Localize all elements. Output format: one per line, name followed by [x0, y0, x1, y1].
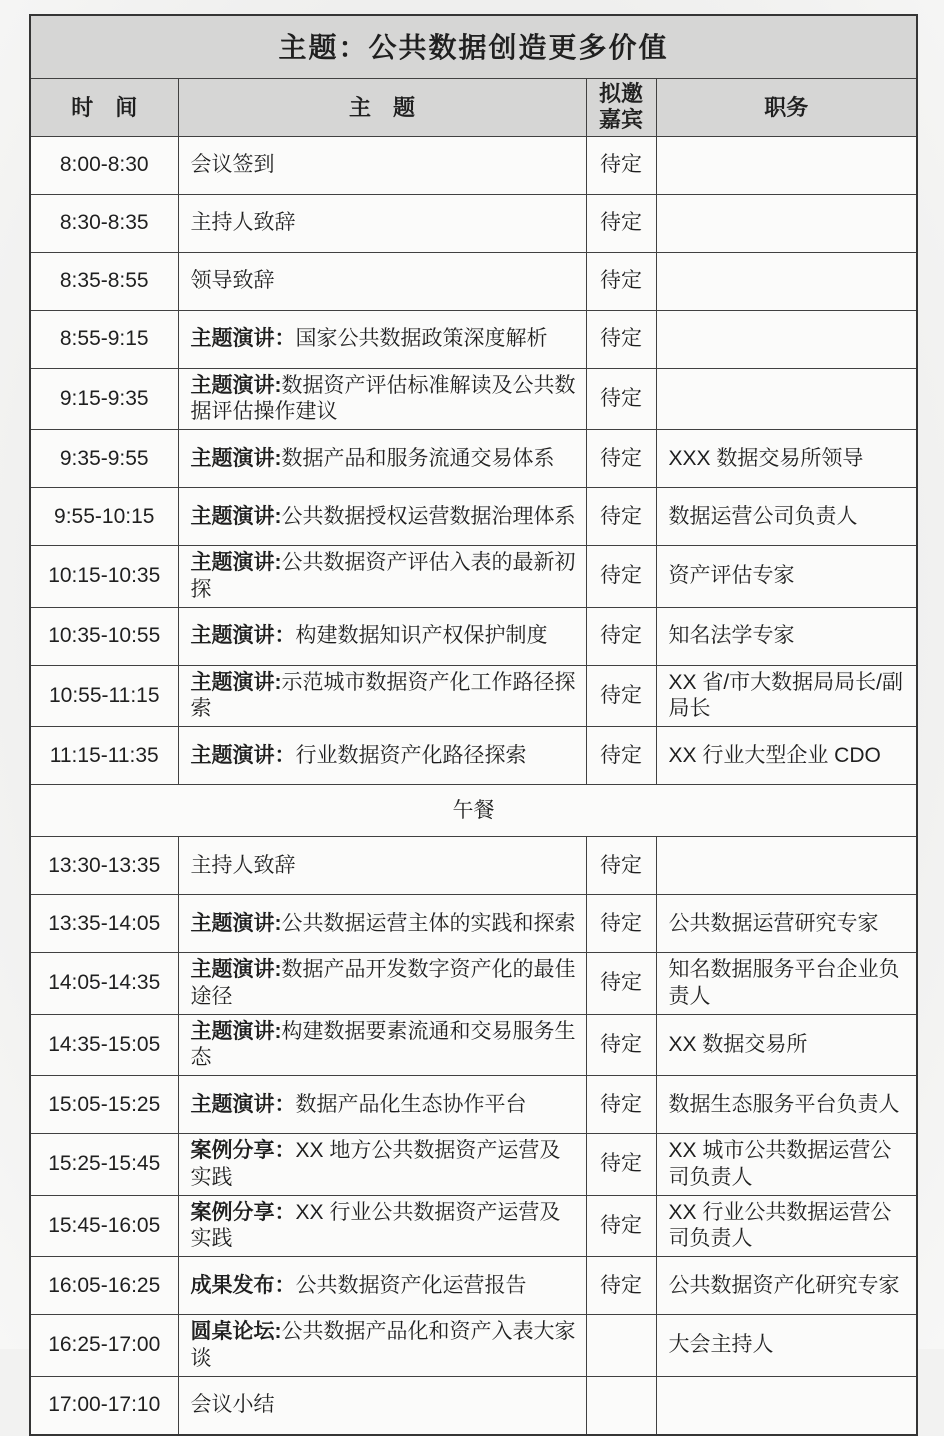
topic-category-label: 主题演讲:: [190, 551, 282, 575]
guest-cell: 待定: [586, 1076, 656, 1134]
topic-cell: [178, 727, 586, 785]
topic-title: 公共数据产品化和资产入表大家谈: [190, 1320, 576, 1370]
position-cell: 公共数据资产化研究专家: [656, 1257, 917, 1315]
position-cell: [656, 252, 917, 310]
agenda-row: [30, 1257, 917, 1315]
agenda-row: [30, 1076, 917, 1134]
topic-cell: [178, 895, 586, 953]
time-cell: 15:05-15:25: [30, 1076, 178, 1134]
topic-cell: [178, 1195, 586, 1257]
agenda-row: [30, 1376, 917, 1435]
lunch-row: [30, 785, 917, 837]
time-cell: 15:45-16:05: [30, 1195, 178, 1257]
time-cell: 8:55-9:15: [30, 310, 178, 368]
position-cell: [656, 194, 917, 252]
guest-cell: 待定: [586, 430, 656, 488]
time-cell: 8:30-8:35: [30, 194, 178, 252]
guest-cell: 待定: [586, 1195, 656, 1257]
col-header-guest-line1: 拟邀: [598, 81, 643, 106]
topic-category-label: 主题演讲：: [190, 327, 296, 351]
time-cell: 14:05-14:35: [30, 953, 178, 1015]
topic-cell: [178, 1257, 586, 1315]
topic-category-label: 主题演讲:: [190, 373, 282, 397]
topic-cell: [178, 310, 586, 368]
topic-title: 领导致辞: [190, 269, 275, 293]
time-cell: 8:35-8:55: [30, 252, 178, 310]
topic-cell: [178, 1014, 586, 1076]
guest-cell: 待定: [586, 488, 656, 546]
time-cell: 14:35-15:05: [30, 1014, 178, 1076]
agenda-row: [30, 837, 917, 895]
position-cell: 数据运营公司负责人: [656, 488, 917, 546]
topic-cell: [178, 546, 586, 608]
agenda-row: [30, 488, 917, 546]
topic-title: 构建数据要素流通和交易服务生态: [190, 1019, 576, 1070]
position-cell: [656, 837, 917, 895]
guest-cell: [586, 1376, 656, 1435]
agenda-row: [30, 1195, 917, 1257]
topic-cell: [178, 136, 586, 194]
agenda-row: [30, 136, 917, 194]
position-cell: 知名法学专家: [656, 607, 917, 665]
topic-cell: [178, 488, 586, 546]
header-row: [30, 79, 917, 137]
agenda-row: [30, 1014, 917, 1076]
topic-category-label: 案例分享：: [190, 1200, 296, 1224]
col-header-guest: [586, 79, 656, 137]
guest-cell: 待定: [586, 1257, 656, 1315]
topic-category-label: 主题演讲:: [190, 446, 282, 470]
topic-category-label: 主题演讲:: [190, 911, 282, 935]
time-cell: 13:35-14:05: [30, 895, 178, 953]
agenda-row: [30, 194, 917, 252]
topic-cell: [178, 1376, 586, 1435]
agenda-row: [30, 310, 917, 368]
guest-cell: 待定: [586, 194, 656, 252]
topic-title: 会议签到: [190, 153, 275, 177]
time-cell: 9:15-9:35: [30, 368, 178, 430]
position-cell: [656, 310, 917, 368]
time-cell: 10:15-10:35: [30, 546, 178, 608]
agenda-row: [30, 607, 917, 665]
position-cell: XXX 数据交易所领导: [656, 430, 917, 488]
guest-cell: 待定: [586, 837, 656, 895]
guest-cell: 待定: [586, 136, 656, 194]
topic-cell: [178, 430, 586, 488]
agenda-row: [30, 1315, 917, 1377]
topic-cell: [178, 252, 586, 310]
topic-cell: [178, 837, 586, 895]
agenda-row: [30, 895, 917, 953]
position-cell: XX 省/市大数据局局长/副局长: [656, 665, 917, 727]
topic-cell: [178, 1134, 586, 1196]
agenda-row: [30, 430, 917, 488]
guest-cell: 待定: [586, 368, 656, 430]
time-cell: 10:35-10:55: [30, 607, 178, 665]
topic-cell: [178, 194, 586, 252]
time-cell: 17:00-17:10: [30, 1376, 178, 1435]
topic-title: 构建数据知识产权保护制度: [295, 624, 548, 648]
topic-title: 公共数据授权运营数据治理体系: [281, 504, 576, 528]
position-cell: 大会主持人: [656, 1315, 917, 1377]
position-cell: 数据生态服务平台负责人: [656, 1076, 917, 1134]
topic-cell: [178, 1315, 586, 1377]
title-row: [30, 15, 917, 79]
time-cell: 13:30-13:35: [30, 837, 178, 895]
topic-cell: [178, 665, 586, 727]
agenda-row: [30, 368, 917, 430]
position-cell: [656, 1376, 917, 1435]
guest-cell: 待定: [586, 665, 656, 727]
topic-title: 公共数据运营主体的实践和探索: [281, 911, 576, 935]
position-cell: XX 行业公共数据运营公司负责人: [656, 1195, 917, 1257]
guest-cell: 待定: [586, 546, 656, 608]
agenda-row: [30, 727, 917, 785]
position-cell: 知名数据服务平台企业负责人: [656, 953, 917, 1015]
topic-title: 数据产品开发数字资产化的最佳途径: [190, 958, 576, 1008]
col-header-position: 职务: [656, 79, 917, 137]
topic-category-label: 主题演讲：: [190, 743, 296, 767]
topic-title: 数据产品和服务流通交易体系: [281, 446, 555, 470]
topic-title: 公共数据资产评估入表的最新初探: [190, 551, 576, 601]
guest-cell: 待定: [586, 953, 656, 1015]
topic-cell: [178, 368, 586, 430]
guest-cell: 待定: [586, 1134, 656, 1196]
guest-cell: 待定: [586, 1014, 656, 1076]
agenda-row: [30, 1134, 917, 1196]
topic-category-label: 主题演讲:: [190, 958, 282, 982]
topic-title: XX 行业公共数据资产运营及实践: [190, 1200, 561, 1251]
col-header-guest-line2: 嘉宾: [598, 107, 643, 133]
agenda-table: [29, 14, 918, 1436]
topic-category-label: 主题演讲:: [190, 670, 282, 694]
guest-cell: [586, 1315, 656, 1377]
topic-category-label: 主题演讲：: [190, 1092, 296, 1116]
time-cell: 8:00-8:30: [30, 136, 178, 194]
agenda-row: [30, 546, 917, 608]
guest-cell: 待定: [586, 727, 656, 785]
position-cell: XX 行业大型企业 CDO: [656, 727, 917, 785]
time-cell: 15:25-15:45: [30, 1134, 178, 1196]
topic-category-label: 成果发布：: [190, 1273, 296, 1297]
guest-cell: 待定: [586, 895, 656, 953]
lunch-cell: 午餐: [30, 785, 917, 837]
position-cell: [656, 368, 917, 430]
col-header-topic: 主 题: [178, 79, 586, 137]
topic-category-label: 圆桌论坛:: [190, 1320, 282, 1344]
col-header-time: 时 间: [30, 79, 178, 137]
topic-title: XX 地方公共数据资产运营及实践: [190, 1139, 561, 1189]
position-cell: 资产评估专家: [656, 546, 917, 608]
agenda-row: [30, 665, 917, 727]
topic-cell: [178, 607, 586, 665]
topic-title: 主持人致辞: [190, 211, 296, 235]
guest-cell: 待定: [586, 607, 656, 665]
position-cell: [656, 136, 917, 194]
topic-title: 示范城市数据资产化工作路径探索: [190, 670, 576, 721]
position-cell: XX 城市公共数据运营公司负责人: [656, 1134, 917, 1196]
topic-cell: [178, 953, 586, 1015]
time-cell: 10:55-11:15: [30, 665, 178, 727]
time-cell: 16:05-16:25: [30, 1257, 178, 1315]
guest-cell: 待定: [586, 252, 656, 310]
position-cell: XX 数据交易所: [656, 1014, 917, 1076]
agenda-row: [30, 953, 917, 1015]
guest-cell: 待定: [586, 310, 656, 368]
topic-title: 行业数据资产化路径探索: [295, 743, 527, 767]
topic-title: 会议小结: [190, 1393, 275, 1417]
time-cell: 9:35-9:55: [30, 430, 178, 488]
topic-cell: [178, 1076, 586, 1134]
topic-title: 国家公共数据政策深度解析: [295, 327, 548, 351]
topic-category-label: 案例分享：: [190, 1139, 296, 1163]
topic-category-label: 主题演讲:: [190, 1019, 282, 1043]
topic-category-label: 主题演讲：: [190, 624, 296, 648]
position-cell: 公共数据运营研究专家: [656, 895, 917, 953]
time-cell: 9:55-10:15: [30, 488, 178, 546]
page-title: 主题：公共数据创造更多价值: [30, 15, 917, 79]
topic-category-label: 主题演讲:: [190, 504, 282, 528]
topic-title: 公共数据资产化运营报告: [295, 1273, 527, 1297]
topic-title: 主持人致辞: [190, 853, 296, 877]
topic-title: 数据资产评估标准解读及公共数据评估操作建议: [190, 373, 576, 424]
topic-title: 数据产品化生态协作平台: [295, 1092, 527, 1116]
time-cell: 16:25-17:00: [30, 1315, 178, 1377]
time-cell: 11:15-11:35: [30, 727, 178, 785]
agenda-row: [30, 252, 917, 310]
